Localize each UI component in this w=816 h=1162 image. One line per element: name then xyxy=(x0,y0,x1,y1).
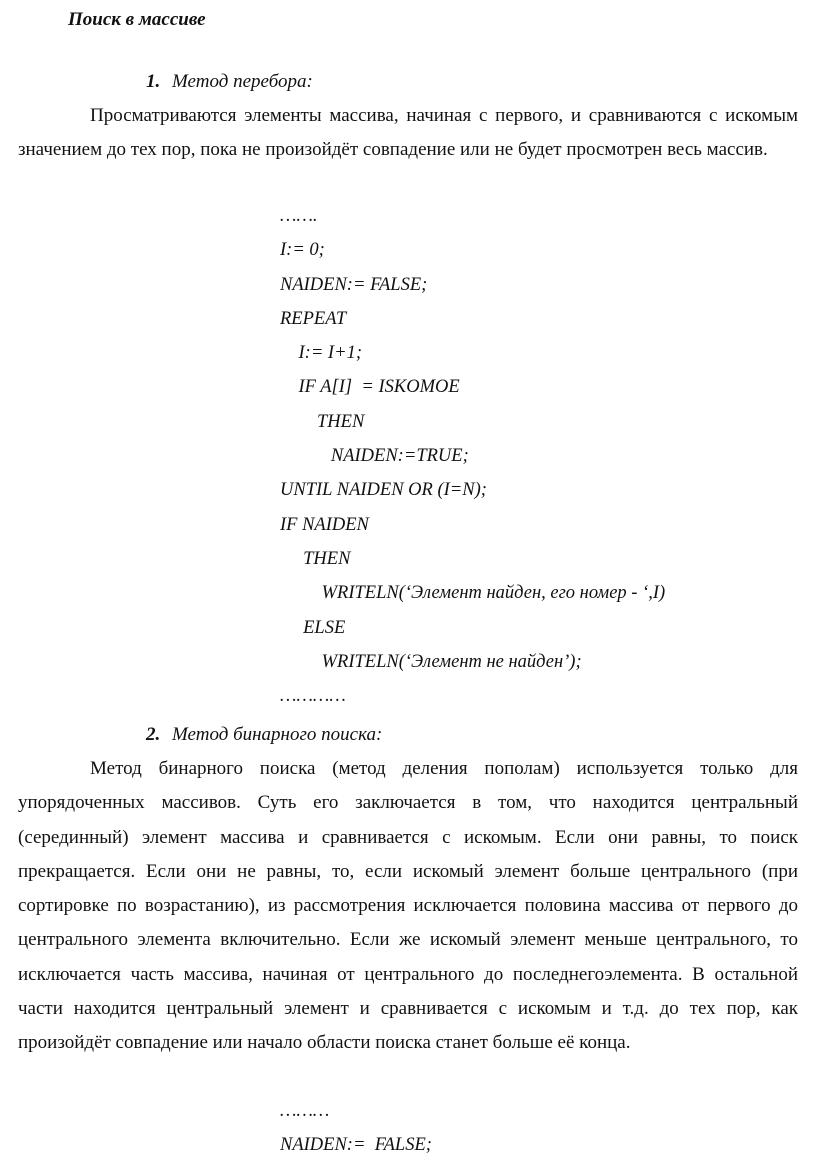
section1-code-line: IF NAIDEN xyxy=(280,514,369,535)
section-1-number: 1. xyxy=(146,71,161,92)
section1-code-line: THEN xyxy=(280,411,365,432)
section1-code-line: UNTIL NAIDEN OR (I=N); xyxy=(280,480,487,501)
section1-code-line: REPEAT xyxy=(280,308,347,329)
section-2-number: 2. xyxy=(146,724,161,745)
section1-code-line: I:= 0; xyxy=(280,240,325,261)
section1-code-line: IF A[I] = ISKOMOE xyxy=(280,377,460,398)
section1-code-line: ……. xyxy=(280,206,318,226)
section-2-code-block xyxy=(280,1094,432,1162)
page-title: Поиск в массиве xyxy=(68,9,206,30)
section1-code-line: ELSE xyxy=(280,617,346,638)
section-1-paragraph: Просматриваются элементы массива, начиная с первого, и сравниваются с искомым значением до тех пор, пока не произойдёт совпадение или не будет просмотрен весь массив. xyxy=(18,105,798,161)
section-1-heading xyxy=(146,70,313,94)
section-2-paragraph: Метод бинарного поиска (метод деления пополам) используется только для упорядоченных массивов. Суть его заключается в том, что находится центральный (серединный) элемент массива и сравнивается с искомым. Если они равны, то поиск прекращается. Если они не равны, то, если искомый элемент больше центрального (при сортировке по возрастанию), из рассмотрения исключается половина массива от первого до центрального элемента включительно. Если же искомый элемент меньше центрального, то исключается часть массива, начиная от центрального до последнегоэлемента. В остальной части находится центральный элемент и сравнивается с искомым и т.д. до тех пор, как произойдёт совпадение или начало области поиска станет больше её конца. xyxy=(18,758,798,1054)
section-1-heading-text: Метод перебора: xyxy=(172,71,313,92)
section2-code-line: ……… xyxy=(280,1101,330,1121)
section1-code-line: NAIDEN:= FALSE; xyxy=(280,274,428,295)
section1-code-line: THEN xyxy=(280,548,351,569)
section1-code-line: ………… xyxy=(280,686,346,707)
section1-code-line: WRITELN(‘Элемент не найден’); xyxy=(280,651,582,672)
section-1-code-block xyxy=(280,199,665,713)
section2-code-line: NAIDEN:= FALSE; xyxy=(280,1135,432,1155)
section-2-heading-text: Метод бинарного поиска: xyxy=(172,724,383,745)
section1-code-line: WRITELN(‘Элемент найден, его номер - ‘,I) xyxy=(280,583,666,604)
section1-code-line: I:= I+1; xyxy=(280,343,362,364)
section-2-heading xyxy=(146,723,382,747)
section1-code-line: NAIDEN:=TRUE; xyxy=(280,446,469,467)
